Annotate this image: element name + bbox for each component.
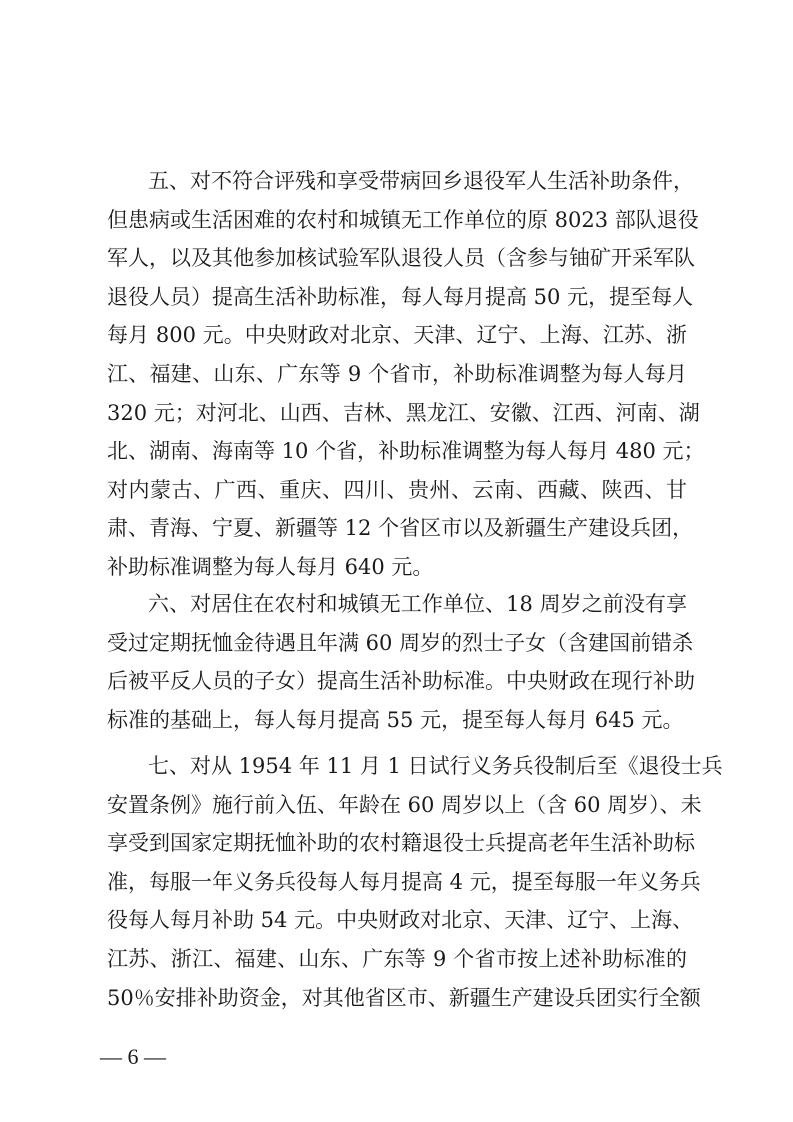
paragraph-line: 后被平反人员的子女）提高生活补助标准。中央财政在现行补助 bbox=[107, 669, 695, 694]
paragraph-line: 安置条例》施行前入伍、年龄在 60 周岁以上（含 60 周岁）、未 bbox=[107, 792, 702, 817]
paragraph-line: 对内蒙古、广西、重庆、四川、贵州、云南、西藏、陕西、甘 bbox=[107, 477, 687, 502]
paragraph-line: 役每人每月补助 54 元。中央财政对北京、天津、辽宁、上海、 bbox=[107, 908, 694, 933]
paragraph-line: 六、对居住在农村和城镇无工作单位、18 周岁之前没有享 bbox=[148, 592, 687, 616]
paragraph-line: 准，每服一年义务兵役每人每月提高 4 元，提至每服一年义务兵 bbox=[107, 869, 701, 894]
paragraph-line: 50％安排补助资金，对其他省区市、新疆生产建设兵团实行全额 bbox=[107, 985, 701, 1010]
paragraph-line: 享受到国家定期抚恤补助的农村籍退役士兵提高老年生活补助标 bbox=[107, 831, 695, 856]
paragraph-line: 每月 800 元。中央财政对北京、天津、辽宁、上海、江苏、浙 bbox=[107, 323, 687, 348]
paragraph-line: 江、福建、山东、广东等 9 个省市，补助标准调整为每人每月 bbox=[107, 362, 687, 386]
paragraph-line: 肃、青海、宁夏、新疆等 12 个省区市以及新疆生产建设兵团， bbox=[107, 516, 694, 541]
paragraph-line: 320 元；对河北、山西、吉林、黑龙江、安徽、江西、河南、湖 bbox=[107, 400, 700, 425]
page-number: — 6 — bbox=[100, 1044, 166, 1069]
paragraph-line: 受过定期抚恤金待遇且年满 60 周岁的烈士子女（含建国前错杀 bbox=[107, 630, 694, 655]
paragraph-line: 军人，以及其他参加核试验军队退役人员（含参与铀矿开采军队 bbox=[107, 246, 695, 271]
paragraph-line: 北、湖南、海南等 10 个省，补助标准调整为每人每月 480 元； bbox=[107, 439, 705, 464]
paragraph-line: 标准的基础上，每人每月提高 55 元，提至每人每月 645 元。 bbox=[107, 707, 684, 732]
paragraph-line: 退役人员）提高生活补助标准，每人每月提高 50 元，提至每人 bbox=[107, 284, 694, 309]
paragraph-line: 但患病或生活困难的农村和城镇无工作单位的原 8023 部队退役 bbox=[107, 207, 699, 232]
paragraph-line: 补助标准调整为每人每月 640 元。 bbox=[107, 555, 434, 579]
paragraph-line: 江苏、浙江、福建、山东、广东等 9 个省市按上述补助标准的 bbox=[107, 947, 687, 971]
paragraph-line: 五、对不符合评残和享受带病回乡退役军人生活补助条件， bbox=[148, 169, 694, 193]
paragraph-line: 七、对从 1954 年 11 月 1 日试行义务兵役制后至《退役士兵 bbox=[148, 754, 723, 778]
